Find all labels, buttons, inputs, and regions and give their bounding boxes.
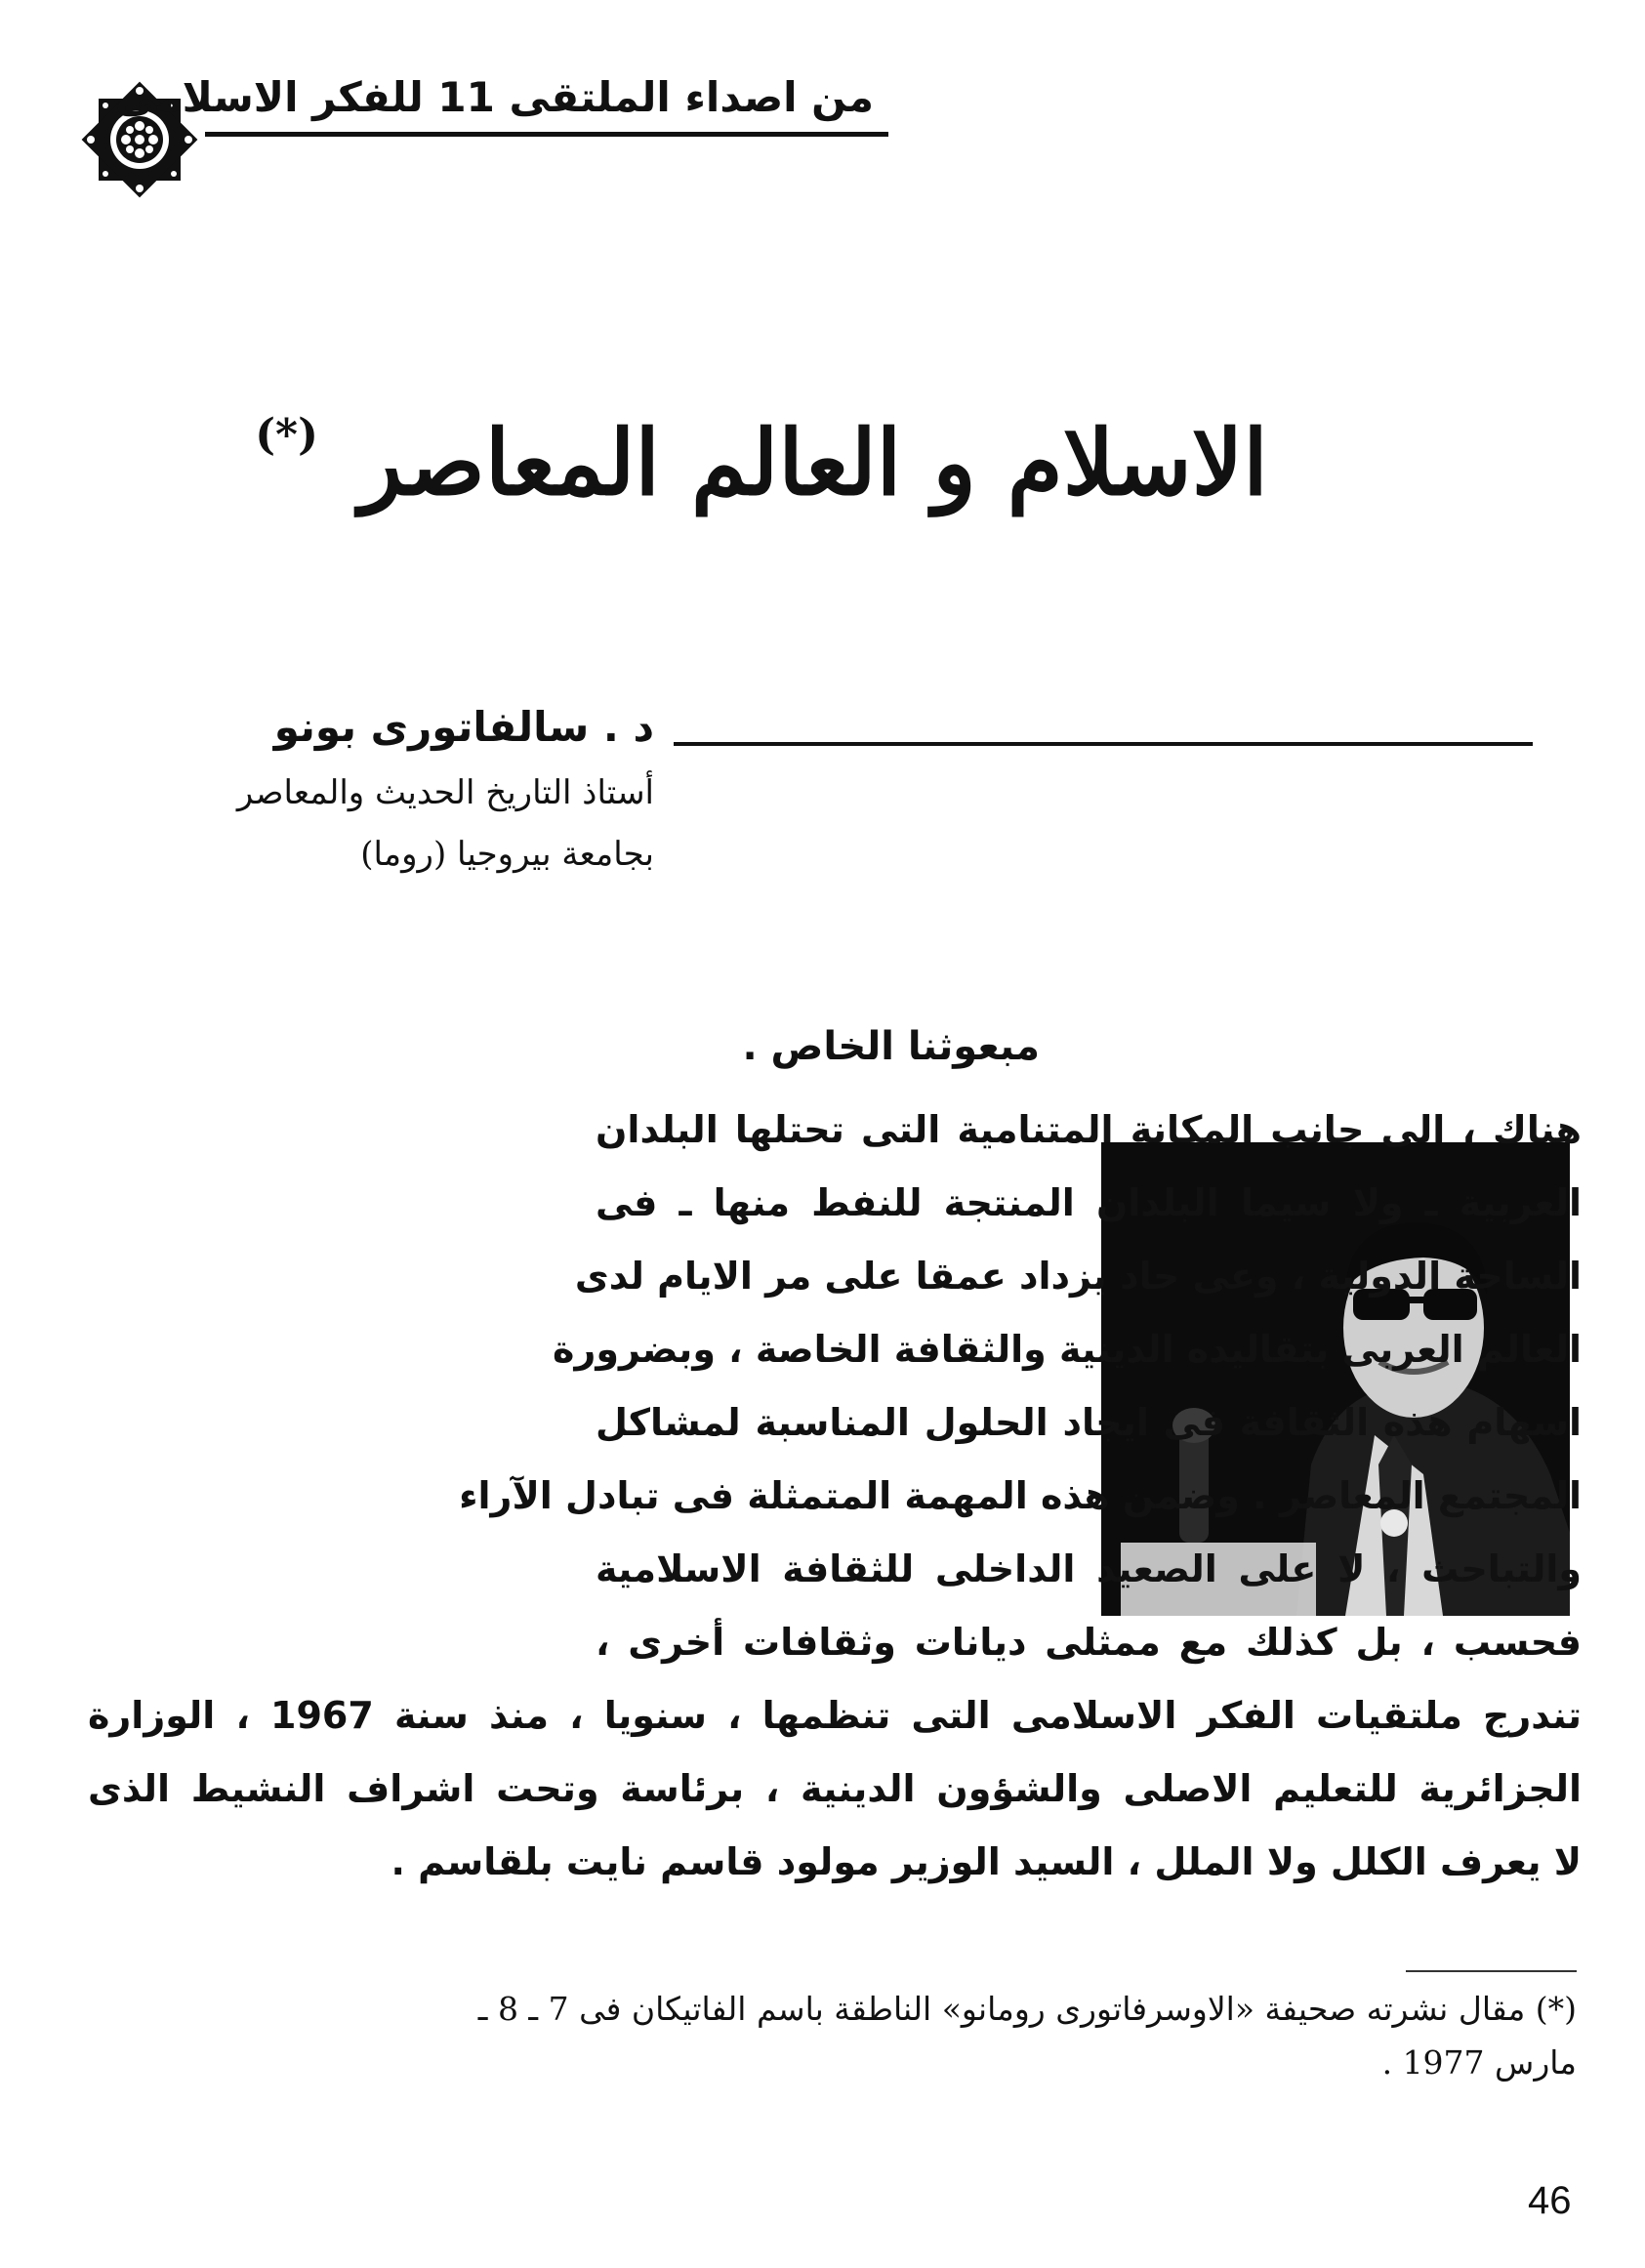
author-position: أستاذ التاريخ الحديث والمعاصر <box>236 773 654 813</box>
body-line: المجتمع المعاصر . وضمن هذه المهمة المتمثلة فى تبادل الآراء <box>459 1474 1582 1517</box>
page-number: 46 <box>1528 2179 1572 2222</box>
body-line: العربية ـ ولا سيما البلدان المنتجة للنفط منها ـ فى <box>596 1181 1582 1224</box>
body-line: الجزائرية للتعليم الاصلى والشؤون الدينية ، برئاسة وتحت اشراف النشيط الذى <box>88 1767 1582 1810</box>
intro-line: مبعوثنا الخاص . <box>742 1024 1040 1069</box>
body-line: تندرج ملتقيات الفكر الاسلامى التى تنظمها ، سنويا ، منذ سنة 1967 ، الوزارة <box>88 1694 1582 1737</box>
body-line: العالم العربى بتقاليده الدينية والثقافة الخاصة ، وبضرورة <box>553 1328 1582 1371</box>
body-line: اسهام هذه الثقافة فى ايجاد الحلول المناسبة لمشاكل <box>596 1401 1582 1444</box>
body-line: هناك ، الى جانب المكانة المتنامية التى تحتلها البلدان <box>596 1108 1582 1151</box>
footnote-marker: (*) <box>255 410 318 460</box>
footnote-rule <box>1406 1970 1577 1972</box>
header-rule <box>205 132 888 137</box>
body-line: فحسب ، بل كذلك مع ممثلى ديانات وثقافات أخرى ، <box>596 1621 1582 1664</box>
body-line: الساحة الدولية ، وعى حاد يزداد عمقا على مر الايام لدى <box>574 1255 1582 1298</box>
footnote-line-1: (*) مقال نشرته صحيفة «الاوسرفاتورى رومانو» الناطقة باسم الفاتيكان فى 7 ـ 8 ـ <box>477 1990 1577 2028</box>
author-affiliation: بجامعة بيروجيا (روما) <box>360 835 654 875</box>
author-block <box>166 703 654 875</box>
body-line: والتباحث ، لا على الصعيد الداخلى للثقافة الاسلامية <box>596 1547 1582 1590</box>
article-title <box>146 410 1377 515</box>
header-text: من اصداء الملتقى 11 للفكر الاسلامى <box>115 73 874 121</box>
author-name: د . سالفاتورى بونو <box>273 703 654 751</box>
title-text: الاسلام و العالم المعاصر <box>358 410 1268 515</box>
body-line: لا يعرف الكلل ولا الملل ، السيد الوزير مولود قاسم نايت بلقاسم . <box>391 1840 1582 1883</box>
running-header <box>115 63 888 151</box>
footnote-line-2: مارس 1977 . <box>1381 2043 1577 2082</box>
author-rule <box>674 742 1533 746</box>
